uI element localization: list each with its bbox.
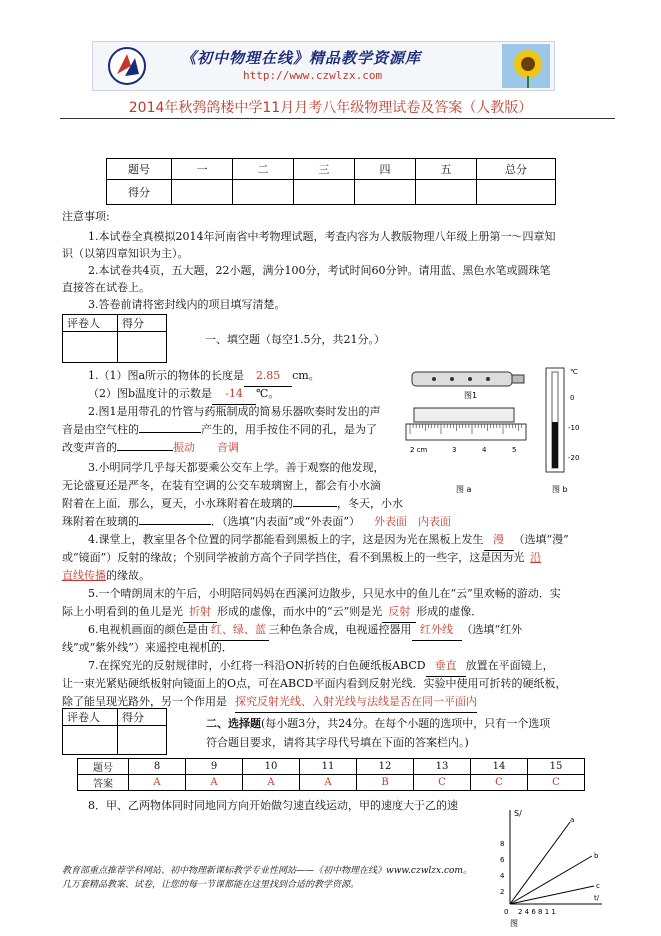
- question-4-line3: [62, 566, 150, 586]
- origin-label: 0: [504, 908, 509, 916]
- question-7-line2: 让一束光紧贴硬纸板射向镜面上的O点，可在ABCD平面内看到反射光线．实验中使用可折转的硬纸板，: [62, 677, 567, 690]
- question-text: cm。: [292, 369, 320, 382]
- score-header-cell: 三: [294, 159, 355, 180]
- answer-blank[interactable]: 折射: [183, 602, 217, 623]
- score-header-cell: 总分: [477, 159, 556, 180]
- answer-blank[interactable]: -14: [212, 384, 256, 405]
- answer-blank[interactable]: [139, 524, 211, 525]
- question-3: 3.小明同学几乎每天都要乘公交车上学。善于观察的他发现，: [88, 461, 385, 474]
- score-cell[interactable]: [355, 180, 416, 205]
- question-6-line2: 线”或“紫外线”）来遥控电视机的．: [62, 641, 233, 654]
- score-header-cell: 四: [355, 159, 416, 180]
- site-logo-icon: [107, 46, 147, 86]
- site-banner: [92, 41, 555, 91]
- fig1-label: 图1: [464, 391, 478, 400]
- line-c-label: c: [596, 882, 600, 890]
- question-text: ．（选填“内表面”或“外表面”）: [211, 515, 360, 528]
- note-1: 1.本试卷全真模拟2014年河南省中考物理试题，考查内容为人教版物理八年级上册第一～四章知: [88, 230, 556, 243]
- y-tick: 4: [500, 872, 505, 880]
- thermo-unit: ℃: [570, 368, 578, 376]
- score-table: [106, 158, 556, 205]
- question-text: 6.电视机画面的颜色是由: [88, 623, 209, 636]
- x-axis-label: t/: [594, 894, 600, 902]
- question-text: 改变声音的: [62, 441, 117, 454]
- answer-blank[interactable]: 红外线: [412, 620, 462, 641]
- ruler-label: 5: [512, 446, 517, 454]
- question-5: 5.一个晴朗周末的午后，小明陪同妈妈在西溪河边散步，只见水中的鱼儿在“云”里欢畅的游动．实: [88, 587, 561, 600]
- title-divider: [60, 118, 615, 119]
- fig-a-label: 图 a: [456, 485, 472, 494]
- answer-blank[interactable]: 探究反射光线、入射光线与法线是否在同一平面内: [235, 692, 477, 713]
- y-tick: 2: [500, 888, 505, 896]
- section2-title: 二、选择题: [206, 717, 261, 730]
- score-cell[interactable]: [416, 180, 477, 205]
- document-title: 2014年秋鹁鸽楼中学11月月考八年级物理试卷及答案（人教版）: [128, 100, 533, 116]
- ruler-label-left: 2 cm: [410, 446, 428, 454]
- ruler-label: 3: [452, 446, 457, 454]
- answer-cell[interactable]: C: [528, 775, 585, 791]
- answer-table-answer-row: [78, 775, 585, 791]
- answer-cell[interactable]: A: [243, 775, 300, 791]
- question-4-line2: [62, 548, 541, 568]
- line-b-label: b: [594, 852, 599, 860]
- graph-caption: 图: [510, 919, 518, 928]
- score-cell[interactable]: [294, 180, 355, 205]
- question-number-cell: 15: [528, 759, 585, 775]
- score-header-cell: 题号: [107, 159, 172, 180]
- question-text: 4.课堂上，教室里各个位置的同学都能看到黑板上的字，这是因为光在黑板上发生: [88, 533, 484, 546]
- line-c: [510, 886, 594, 904]
- question-text: 1.（1）图a所示的物体的长度是: [88, 369, 245, 382]
- answer-text: 振动 音调: [173, 441, 239, 454]
- grader-box: [62, 708, 167, 755]
- question-text: 的缘故。: [106, 569, 150, 582]
- ruler-label: 4: [482, 446, 487, 454]
- question-3-line3: [62, 494, 403, 514]
- question-text: 三种色条合成，电视遥控器用: [268, 623, 412, 636]
- line-a: [510, 822, 570, 904]
- score-row-label: 得分: [107, 180, 172, 205]
- grader-box: [62, 314, 167, 363]
- question-text: 形成的虚像，而水中的“云”则是光: [217, 605, 383, 618]
- answer-blank[interactable]: 漫: [484, 530, 514, 551]
- question-text: （选填“漫”: [513, 533, 569, 546]
- note-2-cont: 直接答在试卷上。: [62, 281, 150, 294]
- x-ticks: 2 4 6 8 1 1: [518, 908, 556, 916]
- question-2: 2.图1是用带孔的竹管与药瓶制成的简易乐器吹奏时发出的声: [88, 405, 381, 418]
- answer-blank[interactable]: 垂直: [426, 656, 466, 677]
- question-2-line3: [62, 438, 239, 458]
- grader-name-cell[interactable]: [63, 726, 118, 755]
- answer-text: 直线传播: [62, 569, 106, 582]
- answer-table: [77, 758, 585, 791]
- ruler-figure: [406, 408, 526, 454]
- thermo-tick: -10: [568, 424, 580, 432]
- flute-figure: [412, 372, 524, 386]
- section2-heading-cont: 符合题目要求，请将其字母代号填在下面的答案栏内。): [206, 736, 469, 749]
- score-cell[interactable]: [172, 180, 233, 205]
- y-tick: 8: [500, 840, 505, 848]
- grader-score-label: 得分: [118, 709, 167, 726]
- note-2: 2.本试卷共4页，五大题，22小题，满分100分，考试时间60分钟。请用蓝、黑色水笔或圆珠笔: [88, 264, 551, 277]
- question-8: 8．甲、乙两物体同时同地同方向开始做匀速直线运动，甲的速度大于乙的速: [88, 799, 458, 812]
- question-text: 珠附着在玻璃的: [62, 515, 139, 528]
- answer-blank[interactable]: [139, 432, 201, 433]
- grader-score-label: 得分: [118, 315, 167, 332]
- score-header-cell: 五: [416, 159, 477, 180]
- grader-score-cell[interactable]: [118, 726, 167, 755]
- question-3-line2: 无论盛夏还是严冬，在装有空调的公交车玻璃窗上，都会有小水滴: [62, 479, 381, 492]
- score-cell[interactable]: [233, 180, 294, 205]
- answer-table-number-row: [78, 759, 585, 775]
- score-cell[interactable]: [477, 180, 556, 205]
- question-number-cell: 10: [243, 759, 300, 775]
- footer-line-2: 几万套精品教案、试卷，让您的每一节课都能在这里找到合适的教学资源。: [62, 880, 360, 890]
- answer-table-row-label: 题号: [78, 759, 129, 775]
- question-text: 7.在探究光的反射规律时，小红将一科沿ON折转的白色硬纸板ABCD: [88, 659, 426, 672]
- score-header-cell: 一: [172, 159, 233, 180]
- question-number-cell: 14: [471, 759, 528, 775]
- note-3: 3.答卷前请将密封线内的项目填写清楚。: [88, 298, 286, 311]
- question-number-cell: 11: [300, 759, 357, 775]
- figures-1-a-b: [404, 360, 604, 500]
- sunflower-icon: [502, 44, 550, 88]
- question-number-cell: 13: [414, 759, 471, 775]
- score-table-header-row: [107, 159, 556, 180]
- section2-instructions: (每小题3分，共24分。在每个小题的选项中，只有一个选项: [261, 717, 551, 730]
- answer-cell[interactable]: B: [357, 775, 414, 791]
- question-text: 音是由空气柱的: [62, 423, 139, 436]
- answer-blank[interactable]: 红、绿、蓝: [209, 620, 269, 641]
- answer-cell[interactable]: A: [186, 775, 243, 791]
- st-graph-figure: [494, 800, 606, 930]
- y-axis-label: S/: [514, 809, 522, 818]
- thermo-tick: -20: [568, 454, 580, 462]
- answer-blank[interactable]: [293, 506, 337, 507]
- grader-name-cell[interactable]: [63, 332, 118, 363]
- question-text: ℃。: [256, 387, 280, 400]
- thermo-tick: 0: [570, 394, 575, 402]
- notes-heading: 注意事项:: [62, 210, 110, 223]
- score-header-cell: 二: [233, 159, 294, 180]
- question-2-line2: [62, 420, 377, 440]
- fig-b-label: 图 b: [552, 485, 568, 494]
- thermometer-figure: [546, 368, 579, 472]
- question-text: 产生的，用手按住不同的孔，是为了: [201, 423, 377, 436]
- question-text: 或“镜面”）反射的缘故；个别同学被前方高个子同学挡住，看不到黑板上的一些字，这是因为光: [62, 551, 525, 564]
- question-number-cell: 12: [357, 759, 414, 775]
- answer-blank[interactable]: 2.85: [244, 366, 292, 387]
- grader-label: 评卷人: [63, 315, 118, 332]
- question-text: 附着在上面．那么，夏天，小水珠附着在玻璃的: [62, 497, 293, 510]
- question-text: （2）图b温度计的示数是: [88, 387, 213, 400]
- question-text: 放置在平面镜上，: [465, 659, 554, 672]
- section1-heading: 一、填空题（每空1.5分，共21分。）: [205, 333, 385, 346]
- question-text: （选填“红外: [461, 623, 523, 636]
- line-b: [510, 856, 592, 904]
- question-3-line4: [62, 512, 451, 532]
- answer-blank[interactable]: [117, 450, 173, 451]
- score-table-score-row: [107, 180, 556, 205]
- answer-cell[interactable]: C: [414, 775, 471, 791]
- section2-heading: [206, 714, 550, 734]
- note-1-cont: 识（以第四章知识为主）。: [62, 247, 189, 260]
- footer-line-1: 教育部重点推荐学科网站、初中物理新课标教学专业性网站——《初中物理在线》www.czwlzx.com。: [62, 866, 472, 876]
- answer-cell[interactable]: A: [129, 775, 186, 791]
- question-number-cell: 9: [186, 759, 243, 775]
- question-text: 形成的虚像．: [416, 605, 483, 618]
- question-text: ，冬天，小水: [337, 497, 403, 510]
- answer-cell[interactable]: C: [471, 775, 528, 791]
- answer-cell[interactable]: A: [300, 775, 357, 791]
- answer-blank[interactable]: 反射: [382, 602, 416, 623]
- grader-label: 评卷人: [63, 709, 118, 726]
- question-number-cell: 8: [129, 759, 186, 775]
- answer-text: 外表面 内表面: [374, 515, 451, 528]
- banner-title: 《初中物理在线》精品教学资源库: [181, 49, 422, 67]
- answer-text: 沿: [530, 551, 542, 564]
- banner-url[interactable]: http://www.czwlzx.com: [243, 69, 383, 82]
- line-a-label: a: [570, 816, 575, 824]
- question-text: 际上小明看到的鱼儿是光: [62, 605, 183, 618]
- answer-table-row-label: 答案: [78, 775, 129, 791]
- y-tick: 6: [500, 856, 505, 864]
- grader-score-cell[interactable]: [118, 332, 167, 363]
- question-text: 除了能呈现光路外，另一个作用是: [62, 695, 227, 708]
